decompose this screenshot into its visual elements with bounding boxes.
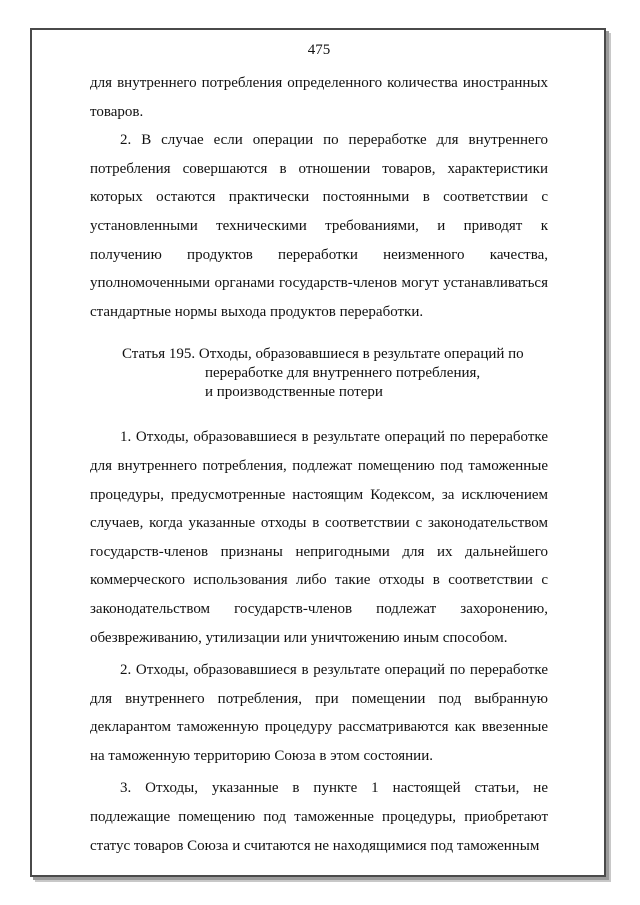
- article-title-line-3: и производственные потери: [205, 384, 383, 401]
- article-heading: [90, 345, 548, 402]
- paragraph-item-2: 2. В случае если операции по переработке для внутреннего потребления совершаются в отношении товаров, характеристики которых остаются практически постоянными в соответствии с установленными техническими требованиями, и приводят к получению продуктов переработки неизменного качества, уполномоченными органами государств-членов могут устанавливаться стандартные нормы выхода продуктов переработки.: [90, 132, 548, 320]
- article-title-line-2: переработке для внутреннего потребления,: [205, 365, 481, 382]
- paragraph-item-3: 3. Отходы, указанные в пункте 1 настоящей статьи, не подлежащие помещению под таможенные процедуры, приобретают статус товаров Союза и считаются не находящимися под таможенным: [90, 780, 548, 854]
- page-content: [90, 40, 548, 860]
- article-title-line-1: Статья 195. Отходы, образовавшиеся в результате операций по: [122, 346, 524, 363]
- paragraph-item-1: 1. Отходы, образовавшиеся в результате операций по переработке для внутреннего потребления, подлежат помещению под таможенные процедуры, предусмотренные настоящим Кодексом, за исключением случаев, когда указанные отходы в соответствии с законодательством государств-членов признаны непригодными для их дальнейшего коммерческого использования либо такие отходы в соответствии с законодательством государств-членов подлежат захоронению, обезвреживанию, утилизации или уничтожению иным способом.: [90, 429, 548, 646]
- paragraph-item-2-waste: 2. Отходы, образовавшиеся в результате операций по переработке для внутреннего потребления, при помещении под выбранную декларантом таможенную процедуру рассматриваются как ввезенные на таможенную территорию Союза в этом состоянии.: [90, 662, 548, 764]
- page-number: 475: [307, 42, 331, 58]
- document-page: [30, 28, 606, 877]
- paragraph-continuation: для внутреннего потребления определенного количества иностранных товаров.: [90, 75, 548, 120]
